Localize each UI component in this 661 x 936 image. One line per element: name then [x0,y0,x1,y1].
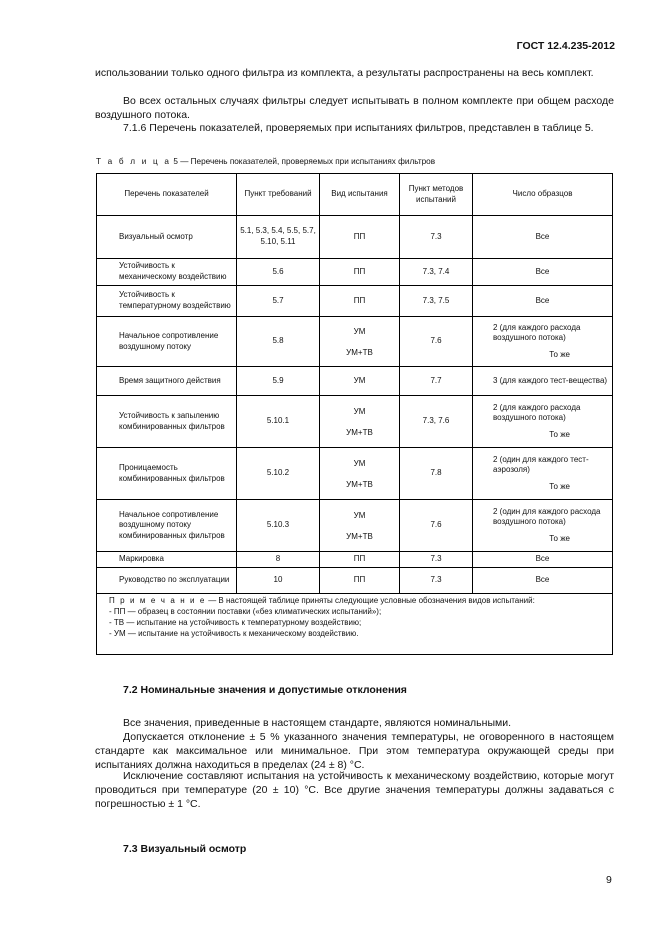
row-test-type: ПП [320,259,400,286]
row-samples [473,317,613,367]
row-samples [473,448,613,500]
table-note-row [97,594,613,655]
row-method: 7.8 [400,448,473,500]
row-samples: Все [473,259,613,286]
row-indicator: Устойчивость к механическому воздействию [97,259,237,286]
table-row [97,286,613,317]
test-type-primary: УМ [353,510,366,520]
note-text: — В настоящей таблице приняты следующие условные обозначения видов испытаний: [205,596,535,605]
note-label: П р и м е ч а н и е [109,596,206,605]
test-type-primary: УМ [353,406,366,416]
row-method: 7.3 [400,552,473,568]
table-row [97,568,613,594]
row-indicator: Руководство по эксплуатации [97,568,237,594]
test-type-secondary: УМ+ТВ [346,427,373,437]
row-requirement: 10 [237,568,320,594]
header-test-type: Вид испытания [320,174,400,216]
table-row [97,216,613,259]
section-7-2-paragraph-1: Все значения, приведенные в настоящем стандарте, являются номинальными. [123,717,511,729]
table-row [97,448,613,500]
row-test-type: ПП [320,216,400,259]
samples-text: 2 (для каждого расхода воздушного потока) [493,402,581,423]
row-method: 7.7 [400,367,473,396]
note-item: - ТВ — испытание на устойчивость к температурному воздействию; [109,618,362,627]
table-note [97,594,613,655]
row-requirement: 5.1, 5.3, 5.4, 5.5, 5.7, 5.10, 5.11 [237,216,320,259]
table-caption-text: 5 — Перечень показателей, проверяемых при испытаниях фильтров [173,157,436,166]
row-samples: Все [473,552,613,568]
test-type-primary: УМ [353,326,366,336]
row-requirement: 5.10.1 [237,396,320,448]
samples-text: 2 (один для каждого тест-аэрозоля) [493,454,589,475]
row-method: 7.3, 7.5 [400,286,473,317]
row-requirement: 5.8 [237,317,320,367]
row-method: 7.3 [400,216,473,259]
row-method: 7.3, 7.4 [400,259,473,286]
header-requirements: Пункт требований [237,174,320,216]
row-method: 7.6 [400,317,473,367]
header-samples: Число образцов [473,174,613,216]
row-test-type [320,317,400,367]
table-header-row [97,174,613,216]
row-method: 7.6 [400,500,473,552]
section-7-2-paragraph-3: Исключение составляют испытания на устойчивость к механическому воздействию, которые могут проводиться при температуре (20 ± 10) °С. Все другие значения температуры должны задаваться с погрешностью ± 1 °С. [95,770,614,811]
intro-paragraph-3: 7.1.6 Перечень показателей, проверяемых при испытаниях фильтров, представлен в таблице 5. [123,122,594,134]
row-samples [473,500,613,552]
samples-text: 2 (для каждого расхода воздушного потока) [493,322,581,343]
header-methods: Пункт методов испытаний [400,174,473,216]
test-type-secondary: УМ+ТВ [346,347,373,357]
section-7-3-heading: 7.3 Визуальный осмотр [123,843,247,855]
row-test-type: ПП [320,568,400,594]
row-requirement: 5.10.2 [237,448,320,500]
row-test-type: ПП [320,286,400,317]
table-row [97,317,613,367]
table-row [97,500,613,552]
row-test-type: УМ [320,367,400,396]
row-indicator: Время защитного действия [97,367,237,396]
row-requirement: 5.6 [237,259,320,286]
row-requirement: 8 [237,552,320,568]
row-test-type [320,448,400,500]
row-indicator: Начальное сопротивление воздушному потоку [97,317,237,367]
row-indicator: Начальное сопротивление воздушному потоку комбинированных фильтров [97,500,237,552]
row-requirement: 5.7 [237,286,320,317]
samples-text: 3 (для каждого тест-вещества) [493,375,608,385]
table-row [97,259,613,286]
table-caption-label: Т а б л и ц а [96,157,172,166]
row-samples [473,396,613,448]
section-7-2-heading: 7.2 Номинальные значения и допустимые отклонения [123,684,407,696]
samples-same: То же [549,533,570,543]
note-item: - УМ — испытание на устойчивость к механическому воздействию. [109,629,359,638]
document-id: ГОСТ 12.4.235-2012 [516,40,615,52]
row-samples: Все [473,286,613,317]
row-requirement: 5.10.3 [237,500,320,552]
test-type-secondary: УМ+ТВ [346,531,373,541]
header-indicators: Перечень показателей [97,174,237,216]
table-row [97,396,613,448]
row-samples [473,367,613,396]
table-row [97,367,613,396]
intro-paragraph-2: Во всех остальных случаях фильтры следует испытывать в полном комплекте при общем расходе воздушного потока. [95,95,614,122]
row-test-type: ПП [320,552,400,568]
row-method: 7.3 [400,568,473,594]
row-indicator: Маркировка [97,552,237,568]
note-heading [109,595,606,606]
samples-text: 2 (один для каждого расхода воздушного потока) [493,506,601,527]
row-samples: Все [473,216,613,259]
note-item: - ПП — образец в состоянии поставки («без климатических испытаний»); [109,607,382,616]
section-7-2-paragraph-2: Допускается отклонение ± 5 % указанного значения температуры, не оговоренного в настоящем стандарте как максимальное или минимальное. При этом температура окружающей среды при испытаниях должна находиться в пределах (24 ± 8) °С. [95,731,614,772]
row-requirement: 5.9 [237,367,320,396]
samples-same: То же [549,481,570,491]
table-row [97,552,613,568]
samples-same: То же [549,349,570,359]
page-number: 9 [606,874,612,886]
row-indicator: Устойчивость к запылению комбинированных фильтров [97,396,237,448]
row-indicator: Устойчивость к температурному воздействию [97,286,237,317]
row-indicator: Проницаемость комбинированных фильтров [97,448,237,500]
test-type-primary: УМ [353,458,366,468]
intro-paragraph-1: использовании только одного фильтра из комплекта, а результаты распространены на весь комплект. [95,67,594,79]
table-caption [96,157,435,166]
samples-same: То же [549,429,570,439]
row-test-type [320,500,400,552]
row-indicator: Визуальный осмотр [97,216,237,259]
row-samples: Все [473,568,613,594]
row-method: 7.3, 7.6 [400,396,473,448]
row-test-type [320,396,400,448]
test-type-secondary: УМ+ТВ [346,479,373,489]
indicators-table [96,173,613,655]
